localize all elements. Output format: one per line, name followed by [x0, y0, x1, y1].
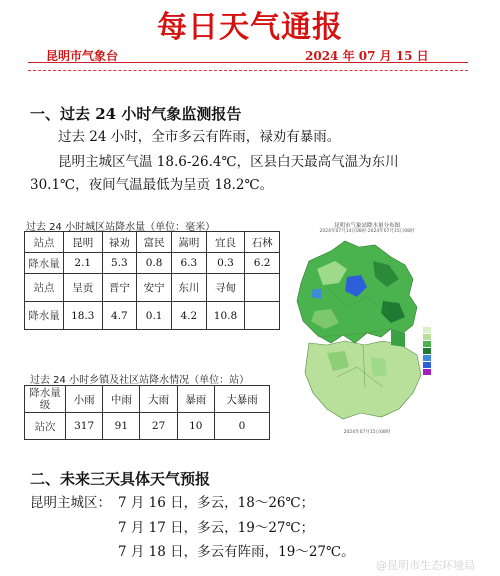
- table-cell: 小雨: [66, 386, 103, 413]
- table-header-cell: 降水量级: [25, 386, 66, 413]
- table-cell: 0.8: [137, 253, 172, 274]
- table-header-cell: 站次: [25, 413, 66, 440]
- table-header-cell: 站点: [25, 232, 64, 253]
- table-cell: 4.2: [171, 302, 206, 330]
- section1-line3: 30.1℃，夜间气温最低为呈贡 18.2℃。: [30, 177, 274, 193]
- table-cell: 10.8: [206, 302, 245, 330]
- section2-heading: 二、未来三天具体天气预报: [30, 470, 211, 488]
- section1-heading: 一、过去 24 小时气象监测报告: [30, 105, 242, 123]
- township-rain-table: [24, 385, 270, 440]
- table-cell: 暴雨: [177, 386, 214, 413]
- table1-caption: 过去 24 小时城区站降水量（单位：毫米）: [26, 222, 216, 233]
- legend-swatch: [423, 362, 431, 368]
- table-header-cell: 站点: [25, 274, 64, 302]
- table-cell: 石林: [245, 232, 280, 253]
- legend-swatch: [423, 341, 431, 347]
- table-row: [25, 413, 270, 440]
- legend-swatch: [423, 348, 431, 354]
- table-cell: 大暴雨: [214, 386, 269, 413]
- forecast-day1: 7 月 16 日，多云，18～26℃；: [118, 495, 315, 511]
- table-row: [25, 253, 280, 274]
- table-cell: 0.1: [137, 302, 172, 330]
- table-cell: 27: [140, 413, 177, 440]
- rainfall-map-panel: [287, 217, 447, 439]
- table-header-cell: 降水量: [25, 253, 64, 274]
- source-watermark: @昆明市生态环境局: [376, 559, 475, 572]
- table-cell: [245, 302, 280, 330]
- map-title: 昆明市气象站降水量分布图: [333, 223, 400, 229]
- table-cell: 5.3: [102, 253, 137, 274]
- forecast-day3: 7 月 18 日，多云有阵雨，19～27℃。: [118, 544, 355, 560]
- table-row: [25, 274, 280, 302]
- table-cell: 东川: [171, 274, 206, 302]
- table-cell: 0.3: [206, 253, 245, 274]
- map-subtitle: 2024年07月14日08时-2024年07月15日08时: [319, 229, 415, 234]
- city-rain-table: [24, 231, 280, 330]
- table-cell: 富民: [137, 232, 172, 253]
- table-cell: 安宁: [137, 274, 172, 302]
- map-south-patch-2: [371, 357, 387, 377]
- legend-swatch: [423, 355, 431, 361]
- table-cell: 中雨: [103, 386, 140, 413]
- report-date: 2024 年 07 月 15 日: [305, 49, 429, 63]
- table-cell: [245, 274, 280, 302]
- table-cell: 4.7: [102, 302, 137, 330]
- table-row: [25, 386, 270, 413]
- section1-line1: 过去 24 小时，全市多云有阵雨，禄劝有暴雨。: [58, 129, 341, 145]
- table-cell: 昆明: [64, 232, 103, 253]
- table-cell: 晋宁: [102, 274, 137, 302]
- table-cell: 寻甸: [206, 274, 245, 302]
- forecast-day2: 7 月 17 日，多云，19～27℃；: [118, 520, 315, 536]
- header-divider: [28, 62, 468, 63]
- table2-caption: 过去 24 小时乡镇及社区站降水情况（单位：站）: [30, 375, 250, 386]
- table-cell: 禄劝: [102, 232, 137, 253]
- table-cell: 大雨: [140, 386, 177, 413]
- table-row: [25, 232, 280, 253]
- legend-swatch: [423, 334, 431, 340]
- table-cell: 嵩明: [171, 232, 206, 253]
- legend-swatch: [423, 369, 431, 375]
- table-cell: 2.1: [64, 253, 103, 274]
- rainfall-map: [287, 217, 447, 439]
- map-footer: 2024年07月15日08时: [343, 430, 391, 435]
- table-cell: 6.2: [245, 253, 280, 274]
- table-header-cell: 降水量: [25, 302, 64, 330]
- table-cell: 18.3: [64, 302, 103, 330]
- forecast-label: 昆明主城区：: [30, 495, 111, 511]
- table-cell: 6.3: [171, 253, 206, 274]
- legend-swatch: [423, 327, 431, 333]
- table-row: [25, 302, 280, 330]
- map-south-region: [305, 341, 421, 419]
- table-cell: 宜良: [206, 232, 245, 253]
- table-cell: 呈贡: [64, 274, 103, 302]
- agency-name: 昆明市气象台: [46, 49, 119, 63]
- table-cell: 10: [177, 413, 214, 440]
- header-divider-dashed: [28, 70, 468, 71]
- section1-line2: 昆明主城区气温 18.6-26.4℃，区县白天最高气温为东川: [58, 154, 399, 170]
- report-title: 每日天气通报: [157, 10, 343, 45]
- table-cell: 317: [66, 413, 103, 440]
- table-cell: 0: [214, 413, 269, 440]
- table-cell: 91: [103, 413, 140, 440]
